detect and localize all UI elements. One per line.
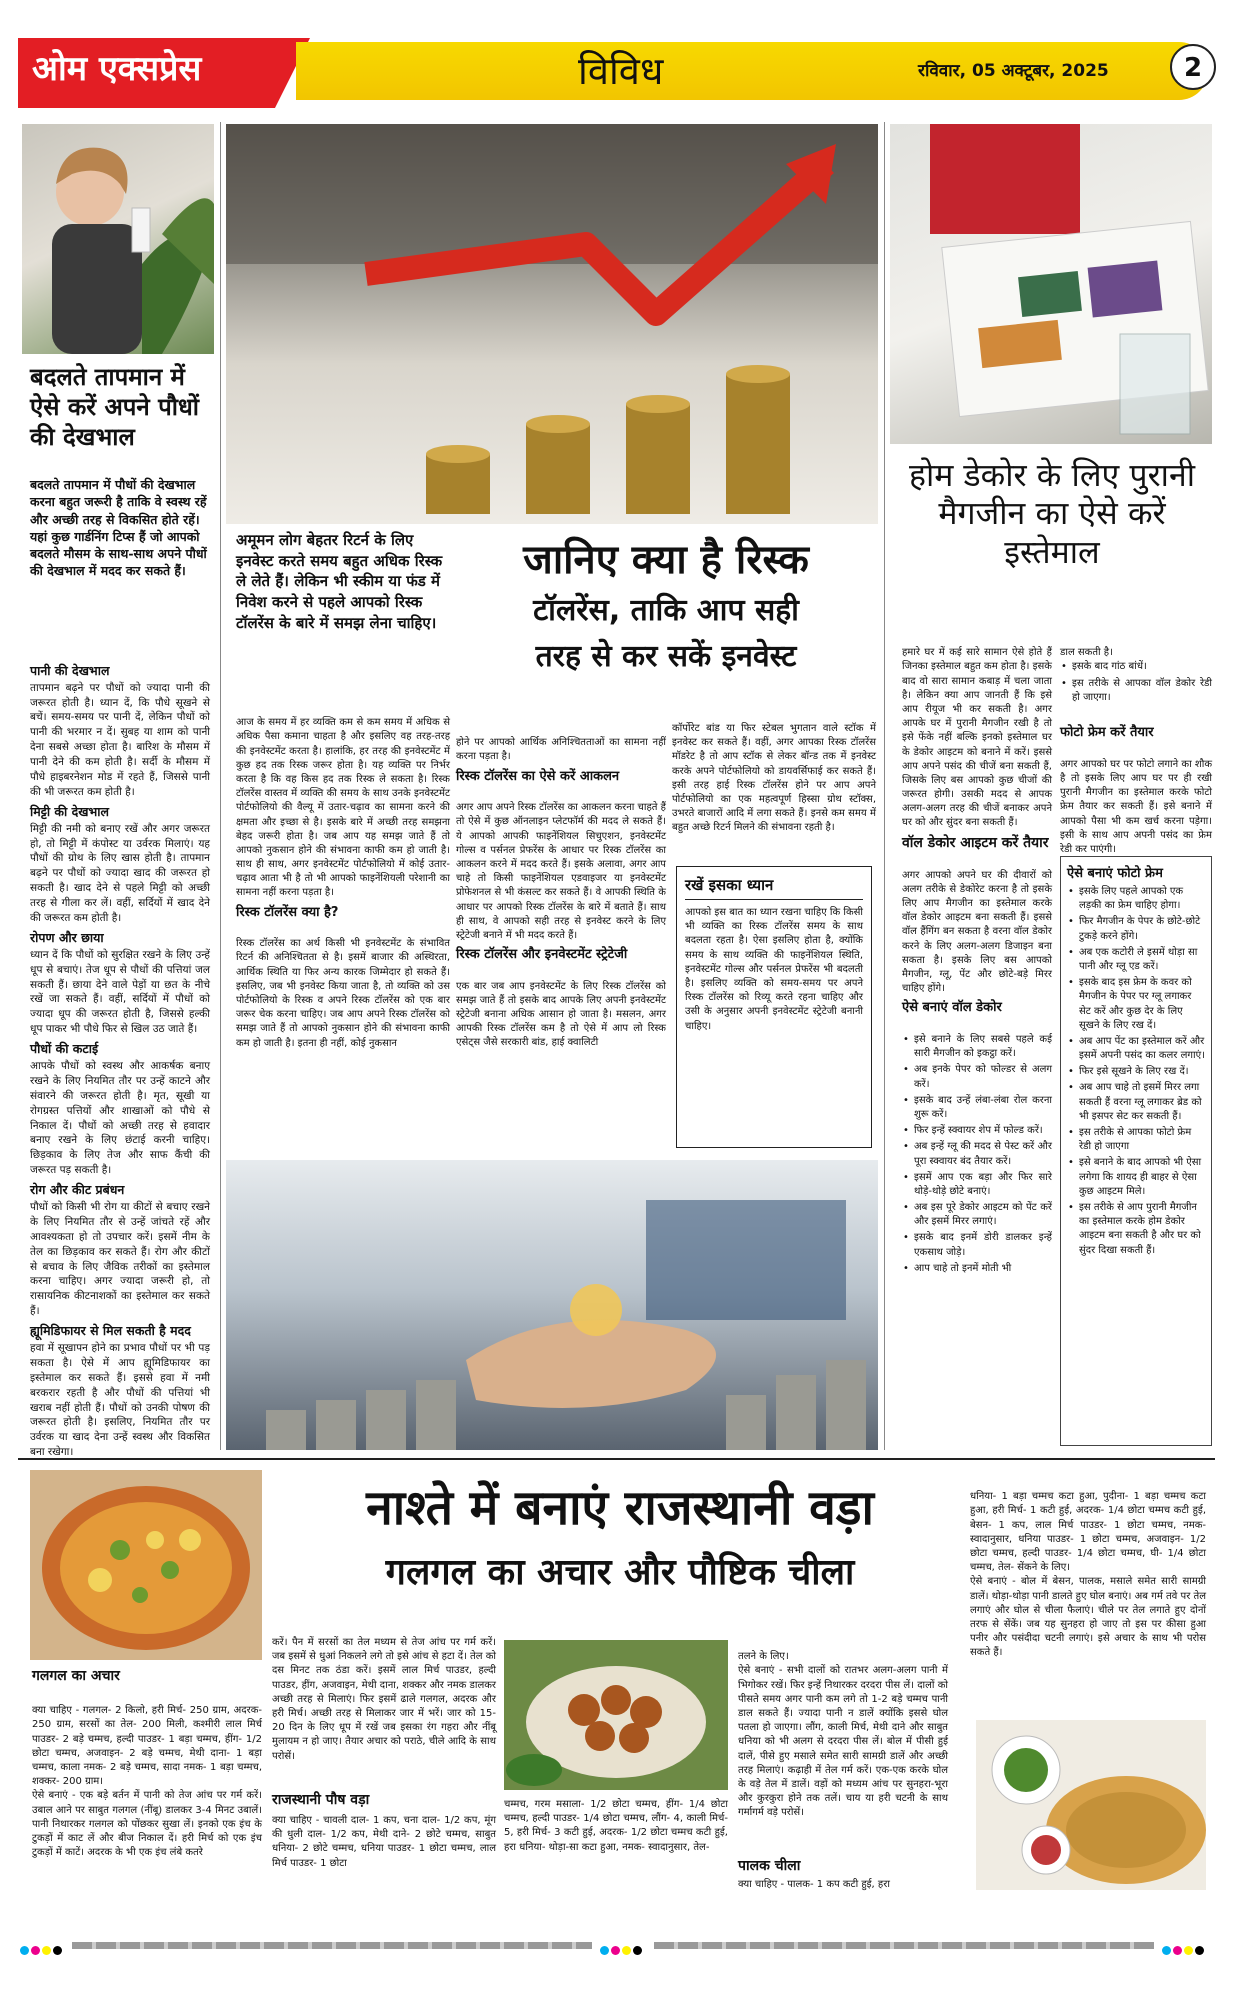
plants-sub-shade: रोपण और छाया (30, 930, 104, 945)
galgal-method: ऐसे बनाएं - एक बड़े बर्तन में पानी को तेज आंच पर गर्म करें। उबाल आने पर साबुत गलगल (नींबू) डालकर 3-4 मिनट उबालें। पानी निथारकर गलगल को पोंछकर सुखा लें। इनको एक इंच के टुकड़ों में काट लें और बीज निकाल दें। हरी मिर्च को एक इंच टुकड़ों में काटें। अदरक के भी एक इंच लंबे कतरे (32, 1790, 262, 1859)
rajasthani-vada-photo (504, 1640, 728, 1790)
registration-marks-left (20, 1940, 64, 1959)
plants-soil-text: मिट्टी की नमी को बनाए रखें और अगर जरूरत हो, तो मिट्टी में कंपोस्ट या उर्वरक मिलाएं। यह पौधों की ग्रोथ के लिए खास होती है। तापमान बढ़ने पर पौधों को ज्यादा खाद की जरूरत हो सकती है। खाद देने से पहले मिट्टी को अच्छी तरह से गीला कर लें। वहीं, सर्दियों में खाद देने की जरूरत कम होती है। (30, 822, 210, 925)
palak-chila-photo (976, 1720, 1206, 1890)
galgal-title: गलगल का अचार (32, 1668, 120, 1684)
list-item: • अब इन्हें ग्लू की मदद से पेस्ट करें और पूरा स्क्वायर बंद तैयार करें। (902, 1140, 1052, 1168)
risk-note-box (676, 866, 872, 1148)
list-item: • इसे बनाने के लिए सबसे पहले कई सारी मैगजीन को इकट्ठा करें। (902, 1033, 1052, 1061)
section-title: विविध (578, 49, 664, 93)
risk-col3: कॉर्पोरेट बांड या फिर स्टेबल भुगतान वाले स्टॉक में इनवेस्ट कर सकते हैं। वहीं, अगर आपका रिस्क टॉलरेंस मॉडरेट है तो आप स्टॉक से लेकर बॉन्ड तक में इनवेस्ट करके अपने पोर्टफोलियो को डायवर्सिफाई कर सकते हैं। इसी तरह हाई रिस्क टॉलरेंस होने पर आप अपने पोर्टफोलियो का एक महत्वपूर्ण हिस्सा ग्रोथ स्टॉक्स, उभरते बाजारों आदि में लगा सकते हैं। इनसे कम समय में बहुत अच्छे रिटर्न मिलने की संभावना रहती है। (672, 723, 876, 834)
issue-date: रविवार, 05 अक्टूबर, 2025 (918, 61, 1109, 81)
chila-col (970, 1476, 1206, 1716)
plants-intro: बदलते तापमान में पौधों की देखभाल करना बहुत जरूरी है ताकि वे स्वस्थ रहें और अच्छी तरह से विकसित होते रहें। यहां कुछ गार्डनिंग टिप्स हैं जो आपको बदलते मौसम के साथ-साथ अपने पौधों की देखभाल में मदद कर सकते हैं। (30, 477, 207, 579)
photo-frame-box-title: ऐसे बनाएं फोटो फ्रेम (1067, 866, 1163, 881)
column-divider (220, 122, 221, 1450)
plants-title: बदलते तापमान में ऐसे करें अपने पौधों की देखभाल (30, 362, 199, 451)
risk-title-line1: जानिए क्या है रिस्क (523, 537, 809, 583)
risk-sub-strategy: रिस्क टॉलरेंस और इनवेस्टमेंट स्ट्रेटेजी (456, 947, 628, 963)
risk-col2-text: होने पर आपको आर्थिक अनिश्चितताओं का सामना नहीं करना पड़ता है। (456, 737, 666, 763)
footer-bar (654, 1942, 1154, 1949)
risk-col2 (456, 722, 666, 1162)
list-item: • फिर इसे सूखने के लिए रख दें। (1067, 1065, 1205, 1079)
food-title-1: नाश्ते में बनाएं राजस्थानी वड़ा (366, 1480, 874, 1536)
decor-intro-text: हमारे घर में कई सारे सामान ऐसे होते हैं जिनका इस्तेमाल बहुत कम होता है। इसके बाद वो सारा सामान कबाड़ में चला जाता है। लेकिन क्या आप जानती हैं कि इसे आप रीयूज भी कर सकती है। अगर आपके घर में पुरानी मैगजीन रखी है तो इसे फेंके नहीं बल्कि इनको इस्तेमाल घर के डेकोर आइटम को बनाने में करें। इससे आप अपने पसंद की चीजें बना सकती हैं, जिसके लिए बस आपको कुछ चीजों की जरूरत होगी। उसकी मदद से आपक अलग-अलग तरह की चीजें बनाकर अपने घर को और सुंदर बना सकती हैं। (902, 647, 1052, 829)
chila-ingredients-cont: धनिया- 1 बड़ा चम्मच कटा हुआ, पुदीना- 1 बड़ा चम्मच कटा हुआ, हरी मिर्च- 1 कटी हुई, अदरक- 1/4 छोटा चम्मच कटी हुई, बेसन- 1 कप, लाल मिर्च पाउडर- 1 छोटा चम्मच, नमक- स्वादानुसार, धनिया पाउडर- 1 छोटा चम्मच, अजवाइन- 1/2 छोटा चम्मच, हल्दी पाउडर- 1/4 छोटा चम्मच, घी- 1/4 छोटा चम्मच, तेल- सेंकने के लिए। (970, 1491, 1206, 1574)
risk-sub-what: रिस्क टॉलरेंस क्या है? (236, 904, 339, 920)
risk-sub-assess: रिस्क टॉलरेंस का ऐसे करें आकलन (456, 768, 620, 784)
decor-sub-frame: फोटो फ्रेम करें तैयार (1060, 725, 1154, 741)
risk-intro-text: आज के समय में हर व्यक्ति कम से कम समय में अधिक से अधिक पैसा कमाना चाहता है और इसलिए वह तरह-तरह की इनवेस्टमेंट करता है। हालांकि, हर तरह की इनवेस्टमेंट में कुछ हद तक रिस्क जरूर होता है। यह व्यक्ति पर निर्भर करता है कि वह किस हद तक रिस्क ले सकता है। रिस्क टॉलरेंस वास्तव में व्यक्ति की समय के साथ उनके इनवेस्टमेंट पोर्टफोलियो की वैल्यू में उतार-चढ़ाव का सामना करने की क्षमता और इच्छा से है। इसके बारे में अच्छी तरह समझना बेहद जरूरी होता है। जब आप यह समझ जाते हैं तो आपको नुकसान होने की संभावना काफी कम हो जाती है। साथ ही साथ, अगर इनवेस्टमेंट पोर्टफोलियो में कोई उतार-चढ़ाव आता भी है तो भी आपको फाइनेंशियली परेशानी का सामना नहीं करना पड़ता है। (236, 717, 450, 899)
risk-lead: अमूमन लोग बेहतर रिटर्न के लिए इनवेस्ट करते समय बहुत अधिक रिस्क ले लेते हैं। लेकिन भी स्कीम या फंड में निवेश करने से पहले आपको रिस्क टॉलरेंस के बारे में समझ लेना चाहिए। (236, 531, 443, 632)
list-item: • अब इस पूरे डेकोर आइटम को पेंट करें और इसमें मिरर लगाएं। (902, 1201, 1052, 1229)
registration-marks-center (600, 1940, 644, 1959)
investment-growth-photo (226, 124, 878, 524)
vada-method: ऐसे बनाएं - सभी दालों को रातभर अलग-अलग पानी में भिगोकर रखें। फिर इन्हें निथारकर दरदरा पीस लें। दालों को पीसते समय अगर पानी कम लगे तो 1-2 बड़े चम्मच पानी डाल सकते हैं। ज्यादा पानी न डालें क्योंकि इससे घोल पतला हो जाएगा। लौंग, काली मिर्च, मेथी दाने और साबुत धनिया को भी अलग से दरदरा पीस लें। बोल में पीसी हुई दालें, पीसे हुए मसाले समेत सारी सामग्री डालें और अच्छी तरह मिलाएं। कढ़ाही में तेल गर्म करें। एक-एक करके घोल के वड़े तेल में डालें। वड़ों को मध्यम आंच पर सुनहरा-भूरा और कुरकुरा होने तक तलें। चाय या हरी चटनी के साथ गर्मागर्म वड़े परोसें। (738, 1665, 948, 1819)
risk-strategy-text: एक बार जब आप इनवेस्टमेंट के लिए रिस्क टॉलरेंस को समझ जाते हैं तो इसके बाद आपके लिए अपनी इनवेस्टमेंट स्ट्रेटेजी बनाना अधिक आसान हो जाता है। मसलन, अगर आपकी रिस्क टॉलरेंस कम है तो ऐसे में आप लो रिस्क एसेट्स जैसे सरकारी बांड, हाई क्वालिटी (456, 980, 666, 1049)
magazine-craft-photo (890, 124, 1212, 444)
list-item: • फिर मैगजीन के पेपर के छोटे-छोटे टुकड़े करने होंगे। (1067, 915, 1205, 943)
list-item: • इस तरीके से आपका फोटो फ्रेम रेडी हो जाएगा (1067, 1126, 1205, 1154)
decor-sub-make-wall: ऐसे बनाएं वॉल डेकोर (902, 1000, 1002, 1016)
list-item: • अब आप पेंट का इस्तेमाल करें और इसमें अपनी पसंद का कलर लगाएं। (1067, 1035, 1205, 1063)
galgal-ingredients: क्या चाहिए - गलगल- 2 किलो, हरी मिर्च- 250 ग्राम, अदरक- 250 ग्राम, सरसों का तेल- 200 मिली, कश्मीरी लाल मिर्च पाउडर- 2 बड़े चम्मच, हल्दी पाउडर- 1 बड़ा चम्मच, हींग- 1/2 छोटा चम्मच, अजवाइन- 2 बड़े चम्मच, मेथी दाना- 1 बड़ा चम्मच, काला नमक- 2 बड़े चम्मच, सादा नमक- 1 बड़ा चम्मच, शक्कर- 200 ग्राम। (32, 1705, 262, 1788)
list-item: • इसके लिए पहले आपको एक लड़की का फ्रेम चाहिए होगा। (1067, 885, 1205, 913)
galgal-method-cont: करें। पैन में सरसों का तेल मध्यम से तेज आंच पर गर्म करें। जब इसमें से धुआं निकलने लगे तो इसे आंच से हटा दें। तेल को दस मिनट तक ठंडा करें। इसमें लाल मिर्च पाउडर, हल्दी पाउडर, हींग, अजवाइन, मेथी दाना, शक्कर और नमक डालकर अच्छी तरह से मिलाएं। फिर इसमें ढाले गलगल, अदरक और हरी मिर्च। अच्छी तरह से मिलाकर जार में भरें। जार को 15-20 दिन के लिए धूप में रखें जब इसका रंग गहरा और नींबू मुलायम न हो जाए। तैयार अचार को पराठे, चीले आदि के साथ परोसें। (272, 1637, 496, 1762)
list-item: • इस तरीके से आप पुरानी मैगजीन का इस्तेमाल करके होम डेकोर आइटम बना सकती है और घर को सुंदर दिखा सकती हैं। (1067, 1201, 1205, 1258)
chila-title: पालक चीला (738, 1858, 801, 1874)
column-divider (884, 122, 885, 1450)
risk-what-text: रिस्क टॉलरेंस का अर्थ किसी भी इनवेस्टमेंट के संभावित रिटर्न की अनिश्चितता से है। इसमें बाजार की अस्थिरता, आर्थिक स्थिति या फिर अन्य कारक जिम्मेदार हो सकते हैं। इसलिए, जब भी इनवेस्ट किया जाता है, तो व्यक्ति को उस पोर्टफोलियो के रिस्क व अपने रिस्क टॉलरेंस को एक बार जरूर चेक करना चाहिए। जब आप अपने रिस्क टॉलरेंस को समझ जाते हैं तो आपको नुकसान होने की संभावना काफी कम हो जाती है। इतना ही नहीं, कोई नुकसान (236, 938, 450, 1049)
masthead (18, 38, 1215, 112)
vada-ingredients-cont: चम्मच, गरम मसाला- 1/2 छोटा चम्मच, हींग- 1/4 छोटा चम्मच, हल्दी पाउडर- 1/4 छोटा चम्मच, लौंग- 4, काली मिर्च- 5, हरी मिर्च- 3 कटी हुई, अदरक- 1/2 छोटा चम्मच कटी हुई, हरा धनिया- थोड़ा-सा कटा हुआ, नमक- स्वादानुसार, तेल- (504, 1799, 728, 1853)
list-item: • इसके बाद इस फ्रेम के कवर को मैगजीन के पेपर पर ग्लू लगाकर सेट करें और कुछ देर के लिए सूखने के लिए रख दें। (1067, 976, 1205, 1033)
vada-title: राजस्थानी पौष वड़ा (272, 1792, 370, 1808)
list-item: • इसके बाद गांठ बांधें। (1060, 660, 1212, 674)
plants-pests-text: पौधों को किसी भी रोग या कीटों से बचाए रखने के लिए नियमित तौर से उन्हें जांचते रहें और आवश्यकता हो तो उपचार करें। इसमें नीम के तेल का छिड़काव कर सकते हैं। रोग और कीटों से बचाव के लिए जैविक तरीकों का इस्तेमाल करना चाहिए। अगर ज्यादा जरूरी हो, तो रासायनिक कीटनाशकों का इस्तेमाल कर सकते हैं। (30, 1200, 210, 1318)
plants-pruning-text: आपके पौधों को स्वस्थ और आकर्षक बनाए रखने के लिए नियमित तौर पर उन्हें काटने और संवारने की जरूरत होती है। मृत, सूखी या रोगग्रस्त पत्तियों और शाखाओं को पौधे से निकाल दें। पौधों को अच्छी तरह से हवादार बनाए रखने के लिए छंटाई करनी चाहिए। छिड़काव के लिए तेज और साफ कैंची की जरूरत पड़ सकती है। (30, 1059, 210, 1177)
registration-marks-right (1162, 1940, 1206, 1959)
decor-title: होम डेकोर के लिए पुरानी मैगजीन का ऐसे करें इस्तेमाल (908, 456, 1196, 571)
risk-col1 (236, 702, 450, 1172)
plants-sub-humidifier: ह्यूमिडिफायर से मिल सकती है मदद (30, 1323, 191, 1339)
risk-note-text: आपको इस बात का ध्यान रखना चाहिए कि किसी भी व्यक्ति का रिस्क टॉलरेंस समय के साथ बदलता रहता है। ऐसा इसलिए होता है, क्योंकि समय के साथ व्यक्ति की फाइनेंशियल स्थिति, इनवेस्टमेंट गोल्स और पर्सनल प्रेफरेंस भी बदलती है। इसलिए व्यक्ति को समय-समय पर अपने रिस्क टॉलरेंस को रिव्यू करते रहना चाहिए और उसी के अनुसार अपनी इनवेस्टमेंट स्ट्रेटेजी बनानी चाहिए। (685, 907, 863, 1032)
plants-body (30, 644, 210, 1459)
list-item: • इस तरीके से आपका वॉल डेकोर रेडी हो जाएगा। (1060, 677, 1212, 705)
decor-col2-text: डाल सकती है। (1060, 647, 1113, 659)
plants-water-text: तापमान बढ़ने पर पौधों को ज्यादा पानी की जरूरत होती है। ध्यान दें, कि पौधे सूखने से बचें। समय-समय पर पानी दें, लेकिन पौधों को पानी की भरमार न दें। सुबह या शाम को पानी देना सबसे अच्छा होता है। बारिश के मौसम में पानी देने की कम होती है। सर्दी के मौसम में पौधे हाइबरनेशन मोड में रहते हैं, जिससे पानी की भी जरूरत कम होती है। (30, 681, 210, 798)
photo-frame-steps (1067, 885, 1205, 1258)
risk-assess-text: अगर आप अपने रिस्क टॉलरेंस का आकलन करना चाहते हैं तो ऐसे में कुछ ऑनलाइन प्लेटफॉर्म की मदद ले सकते हैं। ये आपको आपकी फाइनेंशियल सिचुएशन, इनवेस्टमेंट गोल्स व पर्सनल प्रेफरेंस के आधार पर रिस्क टॉलरेंस का आकलन करने में मदद करते हैं। इसके अलावा, अगर आप चाहे तो किसी फाइनेंशियल एडवाइजर या इनवेस्टमेंट प्रोफेशनल से भी कंसल्ट कर सकते हैं। वे आपकी स्थिति के आधार पर आपको रिस्क टॉलरेंस के बारे में बताते हैं। साथ ही साथ, वे आपको सही तरह से इनवेस्ट करने के लिए स्ट्रेटेजी बनाने में भी मदद करते हैं। (456, 802, 666, 941)
decor-frame-text: अगर आपको घर पर फोटो लगाने का शौक है तो इसके लिए आप घर पर ही रखी पुरानी मैगजीन का इस्तेमाल करके फोटो फ्रेम तैयार कर सकती हैं। इसे बनाने में आपको पैसा भी कम खर्च करना पड़ेगा। इसी के साथ आप अपनी पसंद का फ्रेम रेडी कर पाएंगी। (1060, 758, 1212, 855)
decor-col1 (902, 632, 1052, 1448)
wall-decor-steps (902, 1033, 1052, 1276)
list-item: • आप चाहे तो इनमें मोती भी (902, 1262, 1052, 1276)
wall-decor-steps-cont (1060, 660, 1212, 705)
risk-title-line2: टॉलरेंस, ताकि आप सही (533, 593, 799, 628)
vada-ingredients: क्या चाहिए - चावली दाल- 1 कप, चना दाल- 1/2 कप, मूंग की धुली दाल- 1/2 कप, मेथी दाने- 2 छोटे चम्मच, साबुत धनिया- 2 छोटे चम्मच, धनिया पाउडर- 1 छोटा चम्मच, लाल मिर्च पाउडर- 1 छोटा (272, 1815, 496, 1869)
decor-wall-text: अगर आपको अपने घर की दीवारों को अलग तरीके से डेकोरेट करना है तो इसके लिए आप मैगजीन का इस्तेमाल करके वॉल डेकोर आइटम बना सकती हैं। इससे वॉल हैंगिंग बन सकता है वरना वॉल डेकोर करने के लिए अलग-अलग डिजाइन बना सकता है। इसके लिए बस आपको मैगजीन, ग्लू, पेंट और छोटे-बड़े मिरर चाहिए होंगे। (902, 869, 1052, 995)
list-item: • इसे बनाने के बाद आपको भी ऐसा लगेगा कि शायद ही बाहर से ऐसा कुछ आइटम मिले। (1067, 1156, 1205, 1199)
chila-method: ऐसे बनाएं - बोल में बेसन, पालक, मसाले समेत सारी सामग्री डालें। थोड़ा-थोड़ा पानी डालते हुए घोल बनाएं। अब गर्म तवे पर तेल लगाएं और घोल से चीला फैलाएं। चीले पर तेल लगाते हुए दोनों तरफ से सेंकें। जब यह सुनहरा हो जाए तो इस पर कीसा हुआ पनीर और पसंदीदा चटनी लगाएं। इसे अचार के साथ भी परोस सकते हैं। (970, 1576, 1206, 1659)
plants-sub-soil: मिट्टी की देखभाल (30, 803, 109, 819)
list-item: • अब एक कटोरी ले इसमें थोड़ा सा पानी और ग्लू एड करें। (1067, 946, 1205, 974)
plants-humidifier-text: हवा में सूखापन होने का प्रभाव पौधों पर भी पड़ सकता है। ऐसे में आप ह्यूमिडिफायर का इस्तेमाल कर सकते हैं। इससे हवा में नमी बरकरार रहती है और पौधों की पत्तियां भी खराब नहीं होती हैं। पौधों को उनकी पोषण की जरूरत होती है। इसलिए, नियमित तौर पर उर्वरक या खाद देना उन्हें स्वस्थ और विकसित बना रखेगा। (30, 1341, 210, 1459)
vada-oil-note: तलने के लिए। (738, 1651, 789, 1663)
decor-sub-wall: वॉल डेकोर आइटम करें तैयार (902, 834, 1049, 851)
brand-name: ओम एक्सप्रेस (32, 49, 202, 89)
risk-title-line3: तरह से कर सकें इनवेस्ट (535, 639, 797, 674)
list-item: • फिर इन्हें स्क्वायर शेप में फोल्ड करें। (902, 1124, 1052, 1138)
food-title-2: गलगल का अचार और पौष्टिक चीला (385, 1552, 855, 1593)
plants-sub-water: पानी की देखभाल (30, 662, 110, 678)
list-item: • इसके बाद इनमें डोरी डालकर इन्हें एकसाथ जोड़े। (902, 1231, 1052, 1259)
photo-frame-box (1060, 856, 1212, 1446)
coins-hand-photo (226, 1160, 878, 1450)
galgal-pickle-photo (30, 1470, 262, 1660)
chila-ingredients: क्या चाहिए - पालक- 1 कप कटी हुई, हरा (738, 1879, 890, 1890)
decor-col2 (1060, 632, 1212, 855)
list-item: • इसके बाद उन्हें लंबा-लंबा रोल करना शुरू करें। (902, 1094, 1052, 1122)
footer-bar (72, 1942, 592, 1949)
plants-shade-text: ध्यान दें कि पौधों को सुरक्षित रखने के लिए उन्हें धूप से बचाएं। तेज धूप से पौधों की पत्तियां जल सकती हैं। छाया देने वाले पेड़ों या छत के नीचे रखें जा सकते हैं। वहीं, सर्दियों में पौधों को ज्यादा धूप की जरूरत होती है, जिससे हल्की धूप पाकर भी पौधे फिर से खिल उठ जाते हैं। (30, 948, 210, 1036)
plant-care-photo (22, 124, 214, 354)
vada-method-col (738, 1636, 948, 1856)
plants-sub-pests: रोग और कीट प्रबंधन (30, 1182, 125, 1198)
list-item: • अब इनके पेपर को फोल्डर से अलग करें। (902, 1063, 1052, 1091)
galgal-col (32, 1690, 262, 1880)
section-divider (18, 1458, 1215, 1460)
risk-note-title: रखें इसका ध्यान (685, 875, 863, 900)
list-item: • अब आप चाहे तो इसमें मिरर लगा सकती हैं वरना ग्लू लगाकर ब्रेड को भी इसपर सेट कर सकती हैं। (1067, 1081, 1205, 1124)
list-item: • इसमें आप एक बड़ा और फिर सारे थोड़े-थोड़े छोटे बनाएं। (902, 1171, 1052, 1199)
page-number: 2 (1170, 44, 1216, 90)
plants-sub-pruning: पौधों की कटाई (30, 1041, 99, 1057)
